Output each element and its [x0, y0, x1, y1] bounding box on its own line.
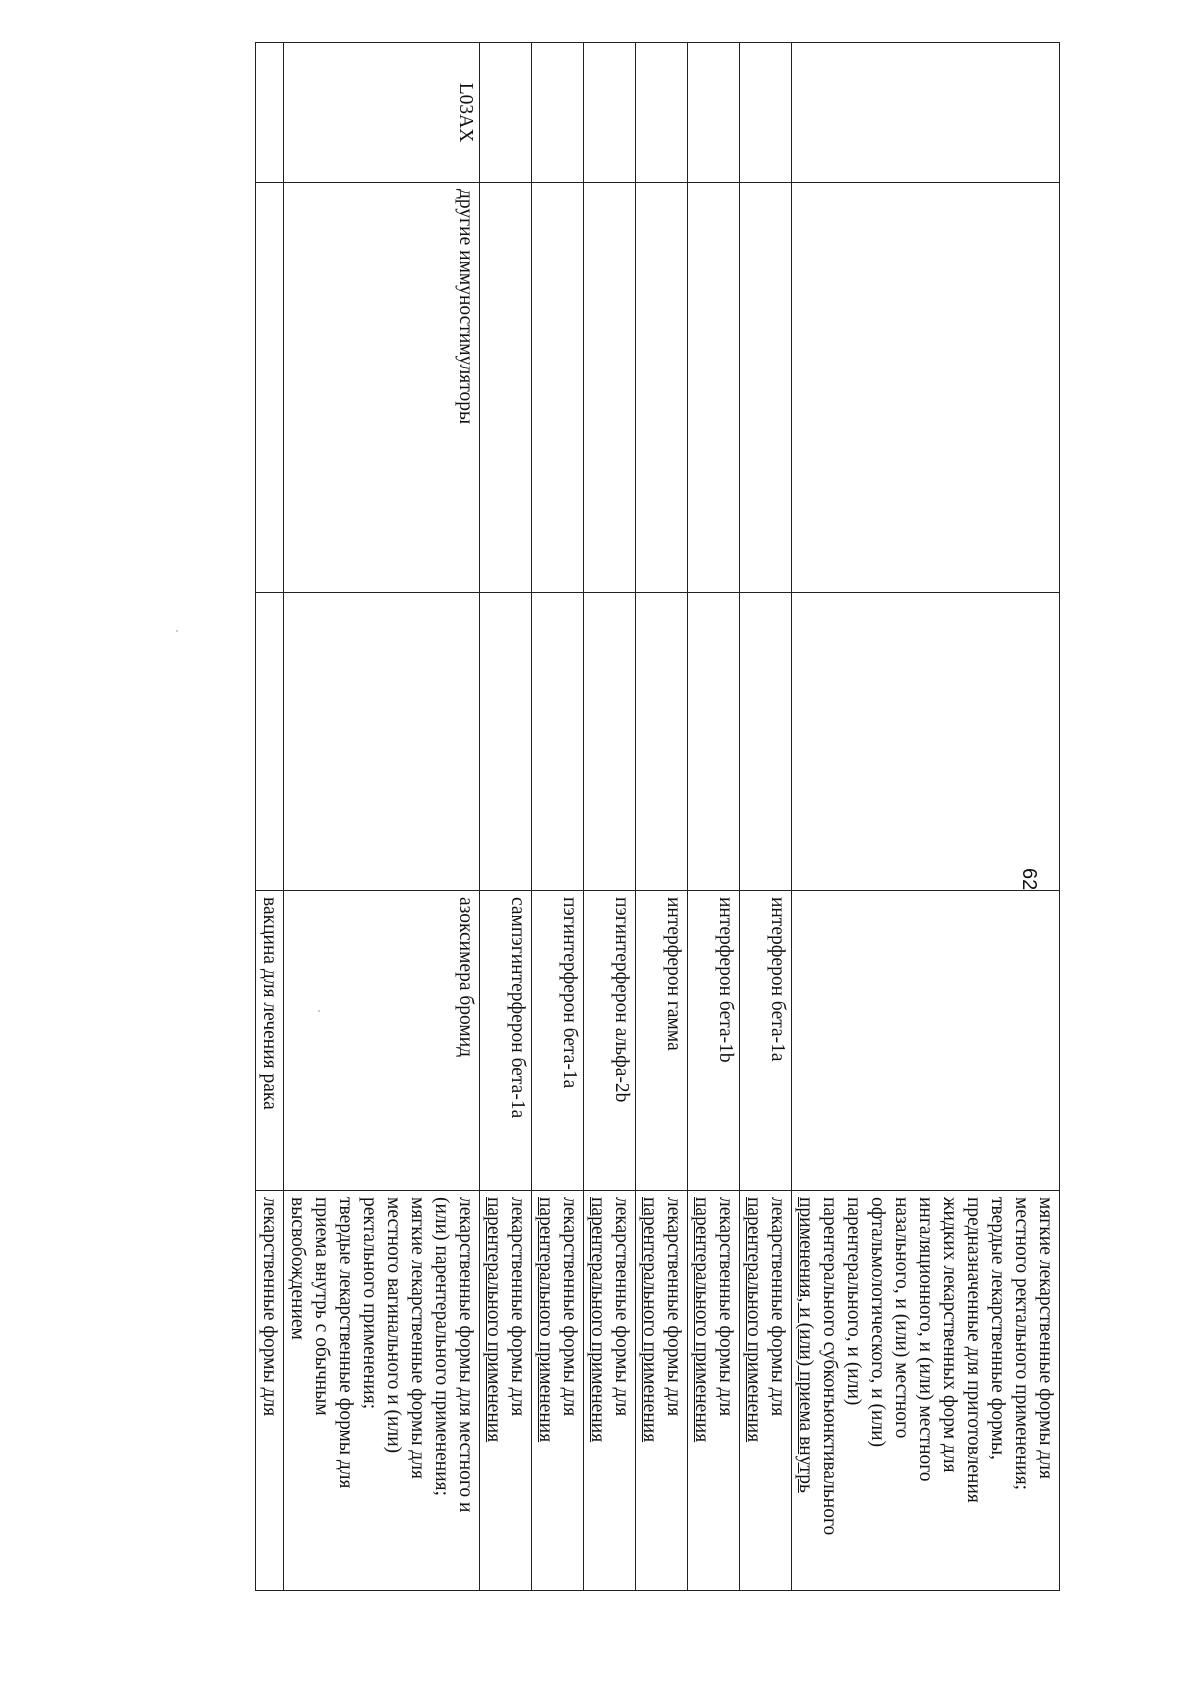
dosage-form-line: мягкие лекарственные формы для — [1035, 1197, 1056, 1479]
dosage-form-line: лекарственные формы для — [559, 1197, 580, 1417]
atc-code-cell — [584, 43, 636, 183]
atc-code-cell — [688, 43, 740, 183]
dosage-form-line: парентерального применения — [743, 1197, 764, 1443]
drug-name-cell: пэгинтерферон бета-1a — [532, 891, 584, 1191]
pharm-group-cell — [740, 183, 792, 593]
dosage-form-line: жидких лекарственных форм для — [939, 1197, 960, 1473]
empty-cell — [584, 593, 636, 891]
dosage-forms-cell — [532, 1191, 584, 1591]
atc-code-cell: L03AX — [284, 43, 480, 183]
dosage-form-line: парентерального субконъюнктивального — [819, 1197, 840, 1536]
drug-name-cell: вакцина для лечения рака — [256, 891, 284, 1191]
drug-name-cell — [792, 891, 1060, 1191]
dosage-form-line: (или) парентерального применения; — [431, 1197, 452, 1497]
dosage-form-line: офтальмологического, и (или) — [867, 1197, 888, 1448]
empty-cell — [740, 593, 792, 891]
dosage-form-line: лекарственные формы для — [611, 1197, 632, 1417]
empty-cell — [688, 593, 740, 891]
table-row — [636, 43, 688, 1591]
pharm-group-cell — [636, 183, 688, 593]
dosage-form-line: парентерального применения — [639, 1197, 660, 1443]
dosage-form-line: местного вагинального и (или) — [383, 1197, 404, 1454]
table-row — [740, 43, 792, 1591]
table-row — [480, 43, 532, 1591]
atc-code-cell — [532, 43, 584, 183]
drug-name-cell: сампэгинтерферон бета-1a — [480, 891, 532, 1191]
empty-cell — [256, 593, 284, 891]
dosage-form-line: местного ректального применения; — [1011, 1197, 1032, 1491]
table-row — [256, 43, 284, 1591]
table-row — [284, 43, 480, 1591]
dosage-form-line: высвобождением — [287, 1197, 308, 1340]
drug-table — [255, 42, 1060, 1591]
dosage-form-line: лекарственные формы для — [663, 1197, 684, 1417]
dosage-form-line: парентерального, и (или) — [843, 1197, 864, 1406]
pharm-group-cell — [532, 183, 584, 593]
table-row — [688, 43, 740, 1591]
pharm-group-cell — [792, 183, 1060, 593]
dosage-form-line: парентерального применения — [483, 1197, 504, 1443]
atc-code-cell — [256, 43, 284, 183]
dosage-form-line: лекарственные формы для — [767, 1197, 788, 1417]
drug-name-cell: азоксимера бромид — [284, 891, 480, 1191]
dosage-form-line: парентерального применения — [587, 1197, 608, 1443]
atc-code-cell — [636, 43, 688, 183]
dosage-form-line: парентерального применения — [535, 1197, 556, 1443]
table-row — [584, 43, 636, 1591]
empty-cell — [792, 593, 1060, 891]
dosage-form-line: лекарственные формы для — [507, 1197, 528, 1417]
empty-cell — [480, 593, 532, 891]
dosage-form-line: лекарственные формы для — [715, 1197, 736, 1417]
pharm-group-cell — [688, 183, 740, 593]
pharm-group-cell: другие иммуностимуляторы — [284, 183, 480, 593]
rotated-page — [160, 42, 1060, 1590]
dosage-forms-cell — [688, 1191, 740, 1591]
dosage-forms-cell — [256, 1191, 284, 1591]
dosage-forms-cell — [284, 1191, 480, 1591]
dosage-forms-cell — [480, 1191, 532, 1591]
drug-name-cell: интерферон бета-1b — [688, 891, 740, 1191]
dosage-forms-cell — [792, 1191, 1060, 1591]
drug-name-cell: интерферон гамма — [636, 891, 688, 1191]
dosage-form-line: твердые лекарственные формы, — [987, 1197, 1008, 1460]
empty-cell — [532, 593, 584, 891]
drug-name-cell: пэгинтерферон альфа-2b — [584, 891, 636, 1191]
dosage-forms-cell — [636, 1191, 688, 1591]
dosage-forms-cell — [584, 1191, 636, 1591]
dosage-form-line: применения, и (или) приема внутрь — [795, 1197, 816, 1493]
dosage-form-line: лекарственные формы для — [259, 1197, 280, 1417]
dosage-form-line: ректального применения; — [359, 1197, 380, 1410]
dosage-form-line: мягкие лекарственные формы для — [407, 1197, 428, 1479]
pharm-group-cell — [584, 183, 636, 593]
dosage-form-line: парентерального применения — [691, 1197, 712, 1443]
dosage-form-line: предназначенные для приготовления — [963, 1197, 984, 1503]
table-row — [792, 43, 1060, 1591]
atc-code-cell — [740, 43, 792, 183]
dosage-form-line: назального, и (или) местного — [891, 1197, 912, 1439]
empty-cell — [284, 593, 480, 891]
pharm-group-cell — [256, 183, 284, 593]
dosage-form-line: твердые лекарственные формы для — [335, 1197, 356, 1489]
atc-code-cell — [480, 43, 532, 183]
drug-name-cell: интерферон бета-1a — [740, 891, 792, 1191]
dosage-form-line: лекарственные формы для местного и — [455, 1197, 476, 1513]
table-row — [532, 43, 584, 1591]
dosage-forms-cell — [740, 1191, 792, 1591]
dosage-form-line: приема внутрь с обычным — [311, 1197, 332, 1416]
empty-cell — [636, 593, 688, 891]
atc-code-cell — [792, 43, 1060, 183]
dosage-form-line: ингаляционного, и (или) местного — [915, 1197, 936, 1482]
page-number: 62 — [1018, 868, 1040, 891]
pharm-group-cell — [480, 183, 532, 593]
